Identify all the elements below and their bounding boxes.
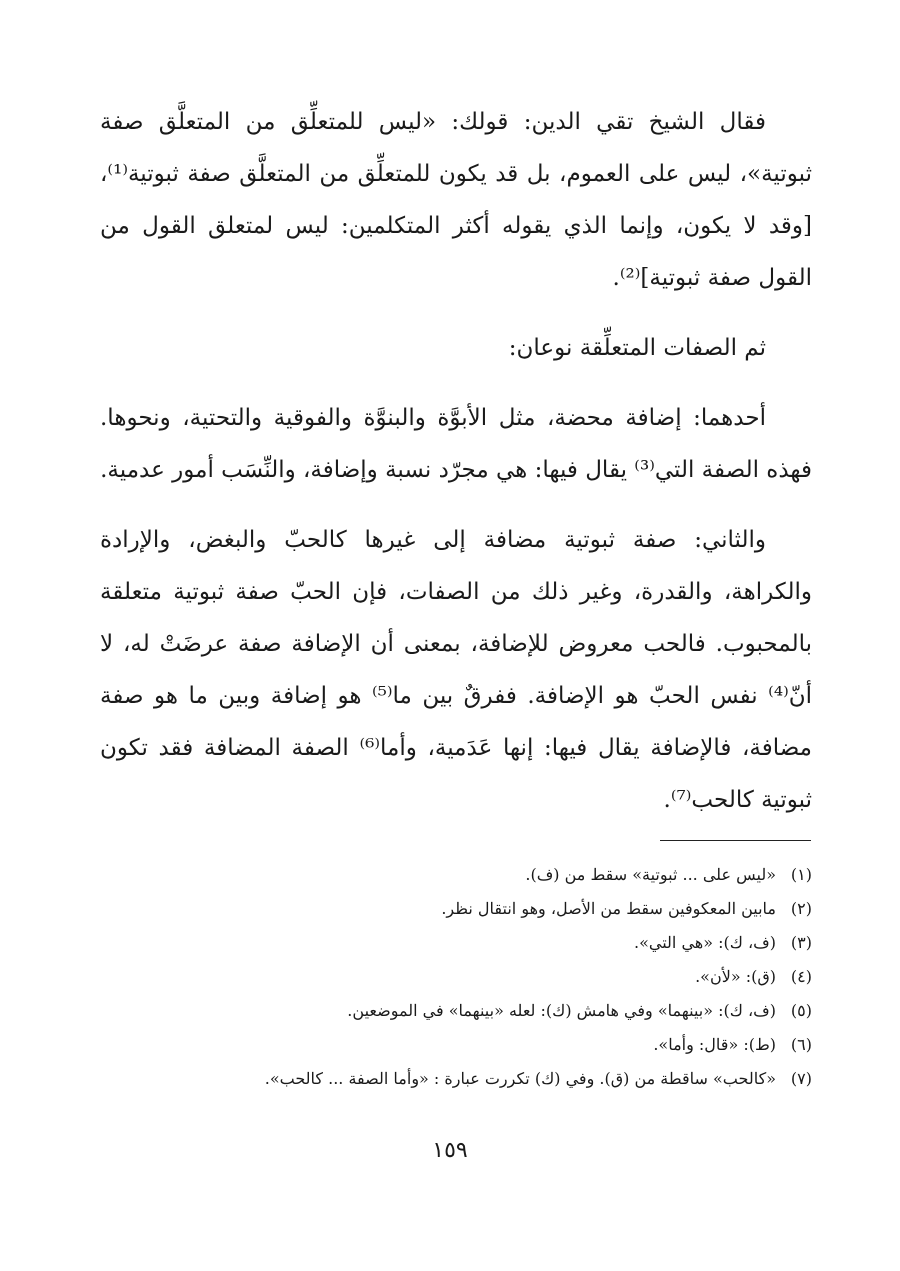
paragraph: ثم الصفات المتعلِّقة نوعان: — [508, 335, 766, 361]
footnote-text: «ليس على ... ثبوتية» سقط من (ف). — [525, 865, 776, 884]
footnote-separator — [660, 840, 811, 841]
footnote-number: (٥) — [790, 1001, 812, 1020]
footnote-number: (٢) — [790, 899, 812, 918]
footnote-text: مابين المعكوفين سقط من الأصل، وهو انتقال نظر. — [441, 899, 776, 918]
footnote-item — [100, 1062, 812, 1096]
footnote-item — [100, 858, 812, 892]
footnote-text: (ف، ك): «بينهما» وفي هامش (ك): لعله «بينهما» في الموضعين. — [347, 1001, 776, 1020]
footnotes — [100, 858, 812, 1096]
footnote-text: «كالحب» ساقطة من (ق). وفي (ك) تكررت عبارة : «وأما الصفة ... كالحب». — [264, 1069, 776, 1088]
footnote-item — [100, 1028, 812, 1062]
footnote-item — [100, 892, 812, 926]
footnote-text: (ق): «لأن». — [695, 967, 776, 986]
footnote-number: (٦) — [790, 1035, 812, 1054]
footnote-text: (ف، ك): «هي التي». — [634, 933, 776, 952]
footnote-item — [100, 994, 812, 1028]
footnote-item — [100, 960, 812, 994]
footnote-number: (١) — [790, 865, 812, 884]
paragraph: أحدهما: إضافة محضة، مثل الأبوَّة والبنوَّة والفوقية والتحتية، ونحوها. فهذه الصفة التي⁽³⁾ يقال فيها: هي مجرّد نسبة وإضافة، والنِّسَب أمور عدمية. — [100, 405, 812, 483]
footnote-number: (٧) — [790, 1069, 812, 1088]
paragraph: فقال الشيخ تقي الدين: قولك: «ليس للمتعلِّق من المتعلَّق صفة ثبوتية»، ليس على العموم، بل قد يكون للمتعلِّق من المتعلَّق صفة ثبوتية⁽¹⁾، [وقد لا يكون، وإنما الذي يقوله أكثر المتكلمين: ليس لمتعلق القول من القول صفة ثبوتية]⁽²⁾. — [100, 109, 812, 291]
paragraph: والثاني: صفة ثبوتية مضافة إلى غيرها كالحبّ والبغض، والإرادة والكراهة، والقدرة، وغير ذلك من الصفات، فإن الحبّ صفة ثبوتية متعلقة بالمحبوب. فالحب معروض للإضافة، بمعنى أن الإضافة صفة عرضَتْ له، لا أنّ⁽⁴⁾ نفس الحبّ هو الإضافة. ففرقٌ بين ما⁽⁵⁾ هو إضافة وبين ما هو صفة مضافة، فالإضافة يقال فيها: إنها عَدَمية، وأما⁽⁶⁾ الصفة المضافة فقد تكون ثبوتية كالحب⁽⁷⁾. — [100, 527, 812, 813]
main-text — [100, 96, 812, 844]
page-number: ١٥٩ — [432, 1138, 468, 1163]
footnote-number: (٤) — [790, 967, 812, 986]
footnote-text: (ط): «قال: وأما». — [653, 1035, 776, 1054]
footnote-number: (٣) — [790, 933, 812, 952]
footnote-item — [100, 926, 812, 960]
